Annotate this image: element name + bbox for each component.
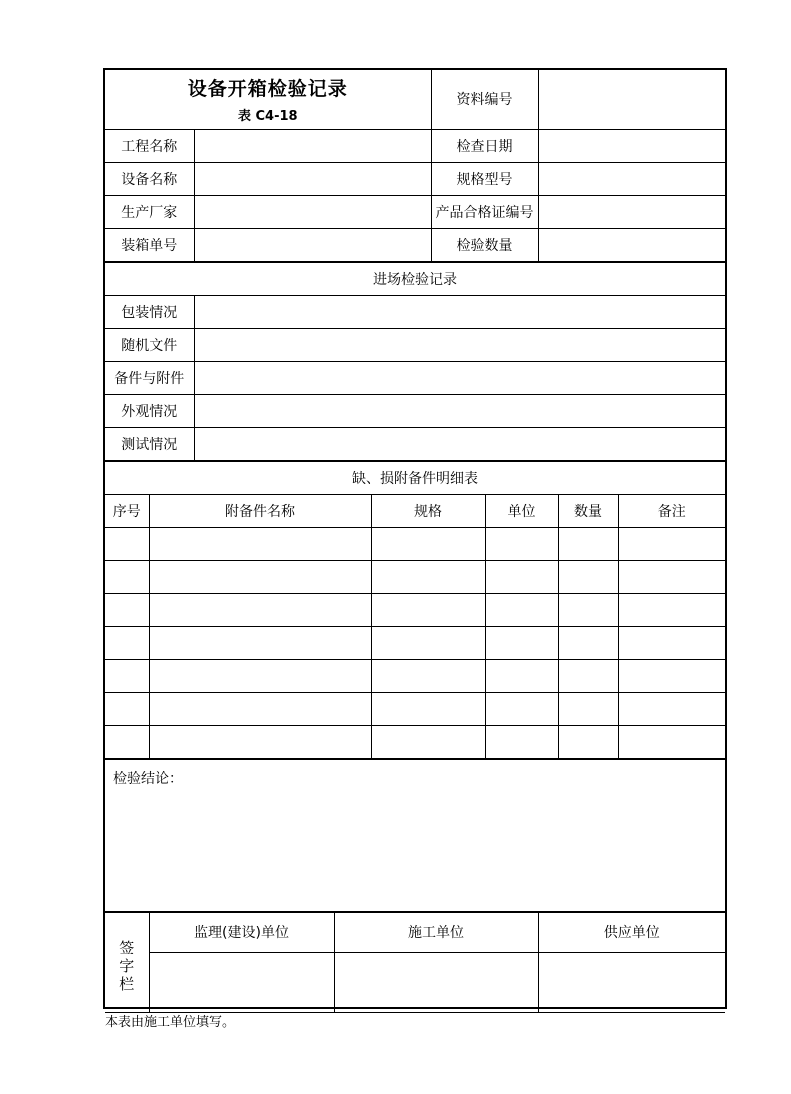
supplier-unit-label: 供应单位: [538, 912, 725, 952]
doc-no-label: 资料编号: [431, 70, 538, 129]
cell-quantity[interactable]: [558, 692, 618, 725]
packaging-field[interactable]: [194, 295, 725, 328]
table-row: [105, 593, 725, 626]
check-date-field[interactable]: [538, 129, 725, 162]
parts-table: [105, 461, 725, 759]
cell-quantity[interactable]: [558, 593, 618, 626]
footnote: 本表由施工单位填写。: [105, 1015, 236, 1030]
cell-index[interactable]: [105, 692, 149, 725]
packing-list-no-field[interactable]: [194, 228, 431, 261]
table-row: [105, 560, 725, 593]
certificate-no-field[interactable]: [538, 195, 725, 228]
cell-unit[interactable]: [485, 659, 558, 692]
inspection-qty-field[interactable]: [538, 228, 725, 261]
cell-remarks[interactable]: [618, 560, 725, 593]
construction-signature-field[interactable]: [334, 952, 538, 1012]
parts-section-title: 缺、损附备件明细表: [105, 461, 725, 494]
cell-unit[interactable]: [485, 626, 558, 659]
column-header-index: 序号: [105, 494, 149, 527]
cell-part-name[interactable]: [149, 560, 371, 593]
cell-part-name[interactable]: [149, 725, 371, 758]
cell-spec[interactable]: [371, 692, 485, 725]
page-title: 设备开箱检验记录: [187, 78, 348, 101]
parts-body: [105, 527, 725, 758]
cell-index[interactable]: [105, 659, 149, 692]
cell-unit[interactable]: [485, 593, 558, 626]
packing-list-no-label: 装箱单号: [105, 228, 194, 261]
column-header-quantity: 数量: [558, 494, 618, 527]
documents-label: 随机文件: [105, 328, 194, 361]
cell-remarks[interactable]: [618, 725, 725, 758]
cell-quantity[interactable]: [558, 626, 618, 659]
cell-spec[interactable]: [371, 527, 485, 560]
cell-spec[interactable]: [371, 659, 485, 692]
inspection-form: [103, 68, 727, 1009]
cell-unit[interactable]: [485, 560, 558, 593]
cell-index[interactable]: [105, 626, 149, 659]
cell-unit[interactable]: [485, 692, 558, 725]
signature-label: 签 字 栏: [105, 912, 149, 1012]
column-header-spec: 规格: [371, 494, 485, 527]
conclusion-label: 检验结论：: [113, 770, 183, 787]
appearance-field[interactable]: [194, 394, 725, 427]
project-name-field[interactable]: [194, 129, 431, 162]
title-cell: [105, 70, 431, 129]
header-info-table: [105, 70, 725, 262]
documents-field[interactable]: [194, 328, 725, 361]
table-row: [105, 626, 725, 659]
doc-no-field[interactable]: [538, 70, 725, 129]
equipment-name-field[interactable]: [194, 162, 431, 195]
equipment-name-label: 设备名称: [105, 162, 194, 195]
cell-remarks[interactable]: [618, 593, 725, 626]
spares-label: 备件与附件: [105, 361, 194, 394]
cell-remarks[interactable]: [618, 527, 725, 560]
supervisor-signature-field[interactable]: [149, 952, 334, 1012]
signature-table: [105, 912, 725, 1013]
conclusion-table: [105, 759, 725, 912]
cell-index[interactable]: [105, 527, 149, 560]
table-row: [105, 659, 725, 692]
testing-field[interactable]: [194, 427, 725, 460]
cell-quantity[interactable]: [558, 560, 618, 593]
cell-quantity[interactable]: [558, 527, 618, 560]
check-date-label: 检查日期: [431, 129, 538, 162]
cell-part-name[interactable]: [149, 692, 371, 725]
cell-part-name[interactable]: [149, 527, 371, 560]
cell-spec[interactable]: [371, 593, 485, 626]
inspection-section-title: 进场检验记录: [105, 262, 725, 295]
column-header-unit: 单位: [485, 494, 558, 527]
table-row: [105, 725, 725, 758]
cell-unit[interactable]: [485, 527, 558, 560]
cell-spec[interactable]: [371, 560, 485, 593]
project-name-label: 工程名称: [105, 129, 194, 162]
form-number: 表 C4-18: [237, 109, 298, 125]
supervisor-unit-label: 监理(建设)单位: [149, 912, 334, 952]
supplier-signature-field[interactable]: [538, 952, 725, 1012]
cell-spec[interactable]: [371, 626, 485, 659]
appearance-label: 外观情况: [105, 394, 194, 427]
conclusion-field[interactable]: [105, 759, 725, 911]
certificate-no-label: 产品合格证编号: [431, 195, 538, 228]
construction-unit-label: 施工单位: [334, 912, 538, 952]
cell-part-name[interactable]: [149, 593, 371, 626]
cell-quantity[interactable]: [558, 659, 618, 692]
cell-remarks[interactable]: [618, 659, 725, 692]
table-row: [105, 527, 725, 560]
cell-unit[interactable]: [485, 725, 558, 758]
inspection-qty-label: 检验数量: [431, 228, 538, 261]
cell-index[interactable]: [105, 560, 149, 593]
table-row: [105, 692, 725, 725]
model-spec-label: 规格型号: [431, 162, 538, 195]
column-header-part-name: 附备件名称: [149, 494, 371, 527]
manufacturer-field[interactable]: [194, 195, 431, 228]
parts-header-row: [105, 494, 725, 527]
column-header-remarks: 备注: [618, 494, 725, 527]
testing-label: 测试情况: [105, 427, 194, 460]
cell-remarks[interactable]: [618, 626, 725, 659]
cell-index[interactable]: [105, 593, 149, 626]
packaging-label: 包装情况: [105, 295, 194, 328]
inspection-table: [105, 262, 725, 461]
cell-index[interactable]: [105, 725, 149, 758]
cell-part-name[interactable]: [149, 626, 371, 659]
spares-field[interactable]: [194, 361, 725, 394]
cell-quantity[interactable]: [558, 725, 618, 758]
model-spec-field[interactable]: [538, 162, 725, 195]
manufacturer-label: 生产厂家: [105, 195, 194, 228]
cell-spec[interactable]: [371, 725, 485, 758]
cell-part-name[interactable]: [149, 659, 371, 692]
cell-remarks[interactable]: [618, 692, 725, 725]
